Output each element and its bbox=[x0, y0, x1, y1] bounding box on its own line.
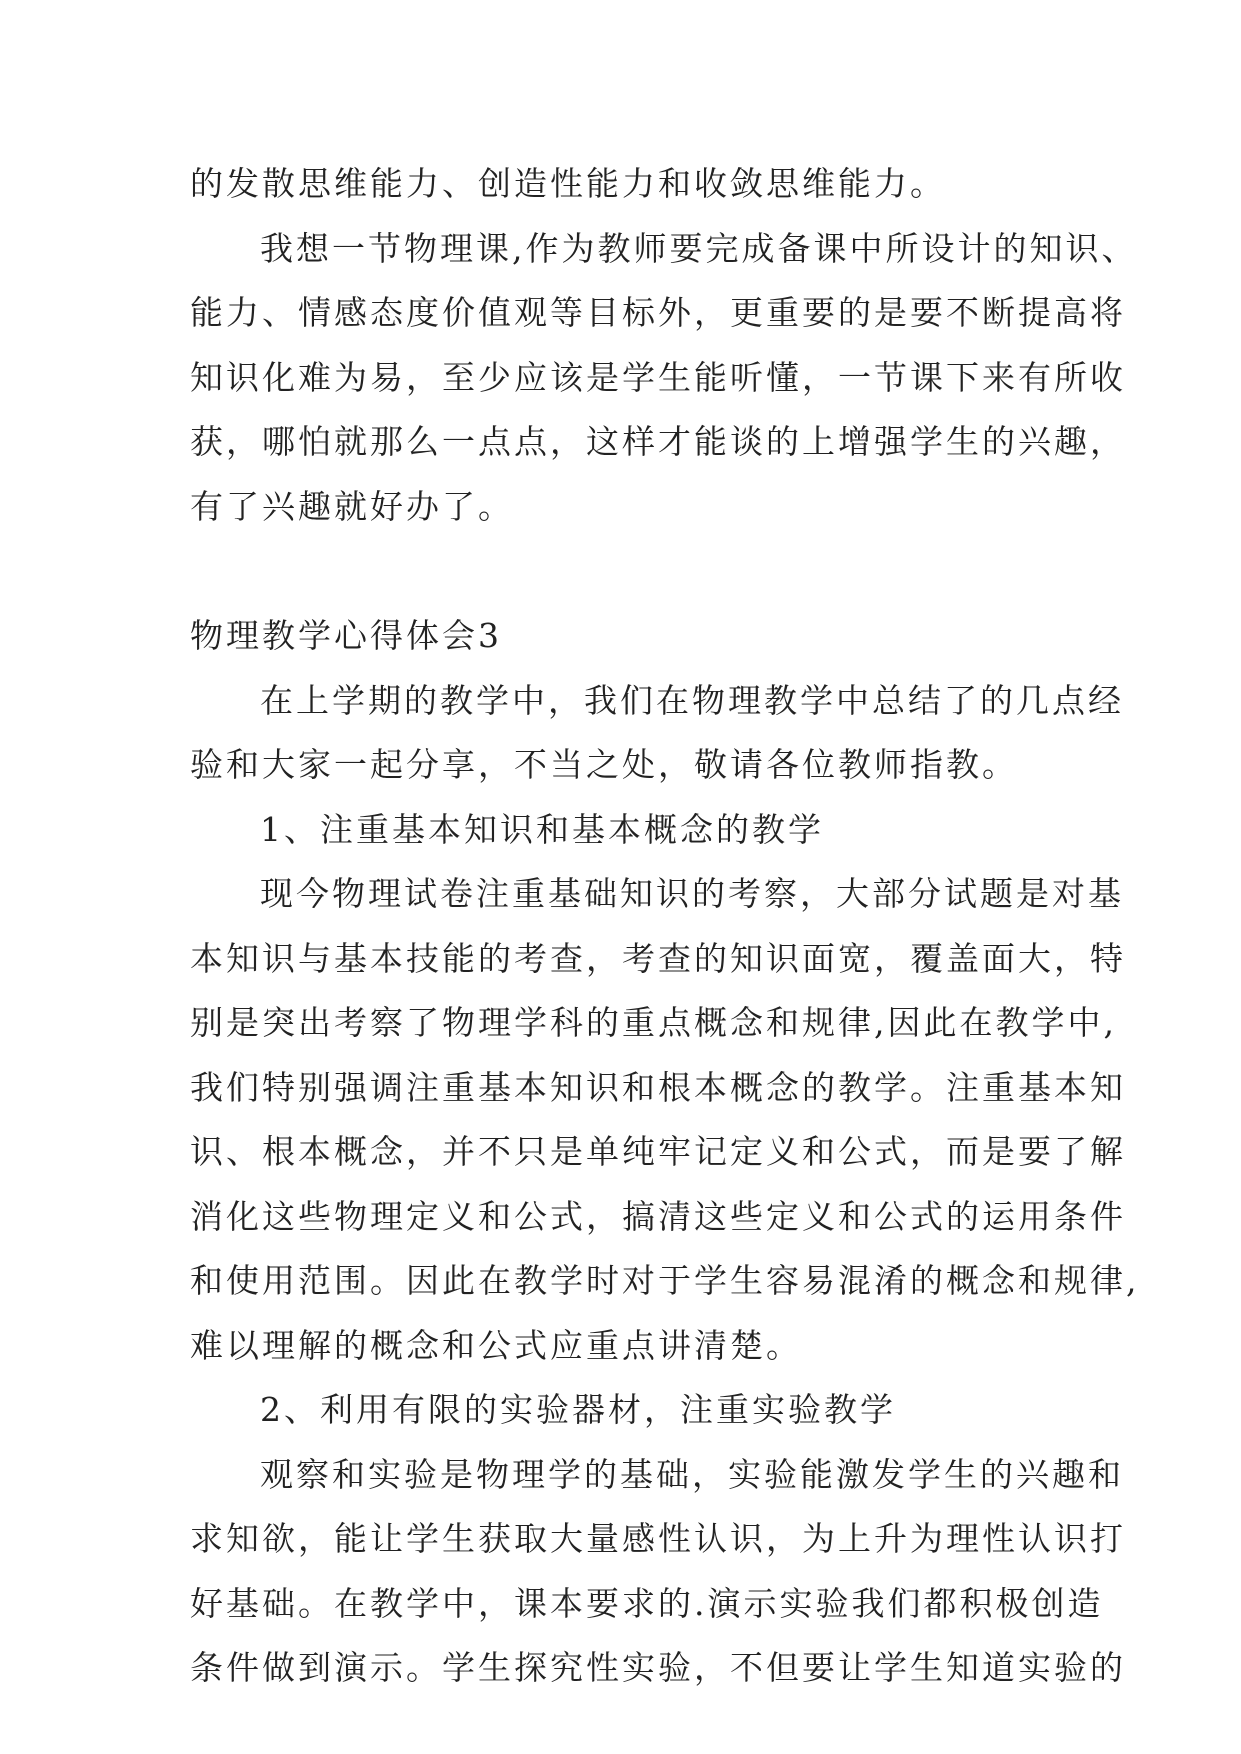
text-line: 有了兴趣就好办了。 bbox=[190, 486, 514, 526]
document-body bbox=[190, 152, 1140, 1701]
subheading-1: 1、注重基本知识和基本概念的教学 bbox=[260, 809, 824, 849]
text-line: 别是突出考察了物理学科的重点概念和规律,因此在教学中, bbox=[190, 1003, 1117, 1042]
text-line: 难以理解的概念和公式应重点讲清楚。 bbox=[190, 1325, 802, 1365]
text-line: 知识化难为易，至少应该是学生能听懂，一节课下来有所收 bbox=[190, 357, 1126, 397]
text-line: 识、根本概念，并不只是单纯牢记定义和公式，而是要了解 bbox=[190, 1132, 1126, 1171]
text-line: 获，哪怕就那么一点点，这样才能谈的上增强学生的兴趣， bbox=[190, 422, 1126, 461]
text-line: 消化这些物理定义和公式，搞清这些定义和公式的运用条件 bbox=[190, 1196, 1126, 1236]
text-line: 和使用范围。因此在教学时对于学生容易混淆的概念和规律, bbox=[190, 1261, 1140, 1300]
text-line: 求知欲，能让学生获取大量感性认识，为上升为理性认识打 bbox=[190, 1519, 1126, 1558]
text-line: 条件做到演示。学生探究性实验，不但要让学生知道实验的 bbox=[190, 1648, 1126, 1687]
paragraph-first-line: 我想一节物理课,作为教师要完成备课中所设计的知识、 bbox=[260, 228, 1138, 268]
text-line: 能力、情感态度价值观等目标外，更重要的是要不断提高将 bbox=[190, 293, 1126, 332]
text-line: 的发散思维能力、创造性能力和收敛思维能力。 bbox=[190, 164, 946, 203]
subheading-2: 2、利用有限的实验器材，注重实验教学 bbox=[260, 1390, 896, 1429]
section-heading: 物理教学心得体会3 bbox=[190, 616, 502, 655]
paragraph-first-line: 现今物理试卷注重基础知识的考察，大部分试题是对基 bbox=[260, 874, 1124, 913]
text-line: 本知识与基本技能的考查，考查的知识面宽，覆盖面大，特 bbox=[190, 938, 1126, 978]
text-line: 好基础。在教学中，课本要求的.演示实验我们都积极创造 bbox=[190, 1583, 1104, 1623]
text-line: 我们特别强调注重基本知识和根本概念的教学。注重基本知 bbox=[190, 1067, 1126, 1107]
section-spacer bbox=[190, 539, 1070, 604]
paragraph-first-line: 在上学期的教学中，我们在物理教学中总结了的几点经 bbox=[260, 680, 1124, 720]
paragraph-first-line: 观察和实验是物理学的基础，实验能激发学生的兴趣和 bbox=[260, 1454, 1124, 1494]
text-line: 验和大家一起分享，不当之处，敬请各位教师指教。 bbox=[190, 745, 1018, 784]
